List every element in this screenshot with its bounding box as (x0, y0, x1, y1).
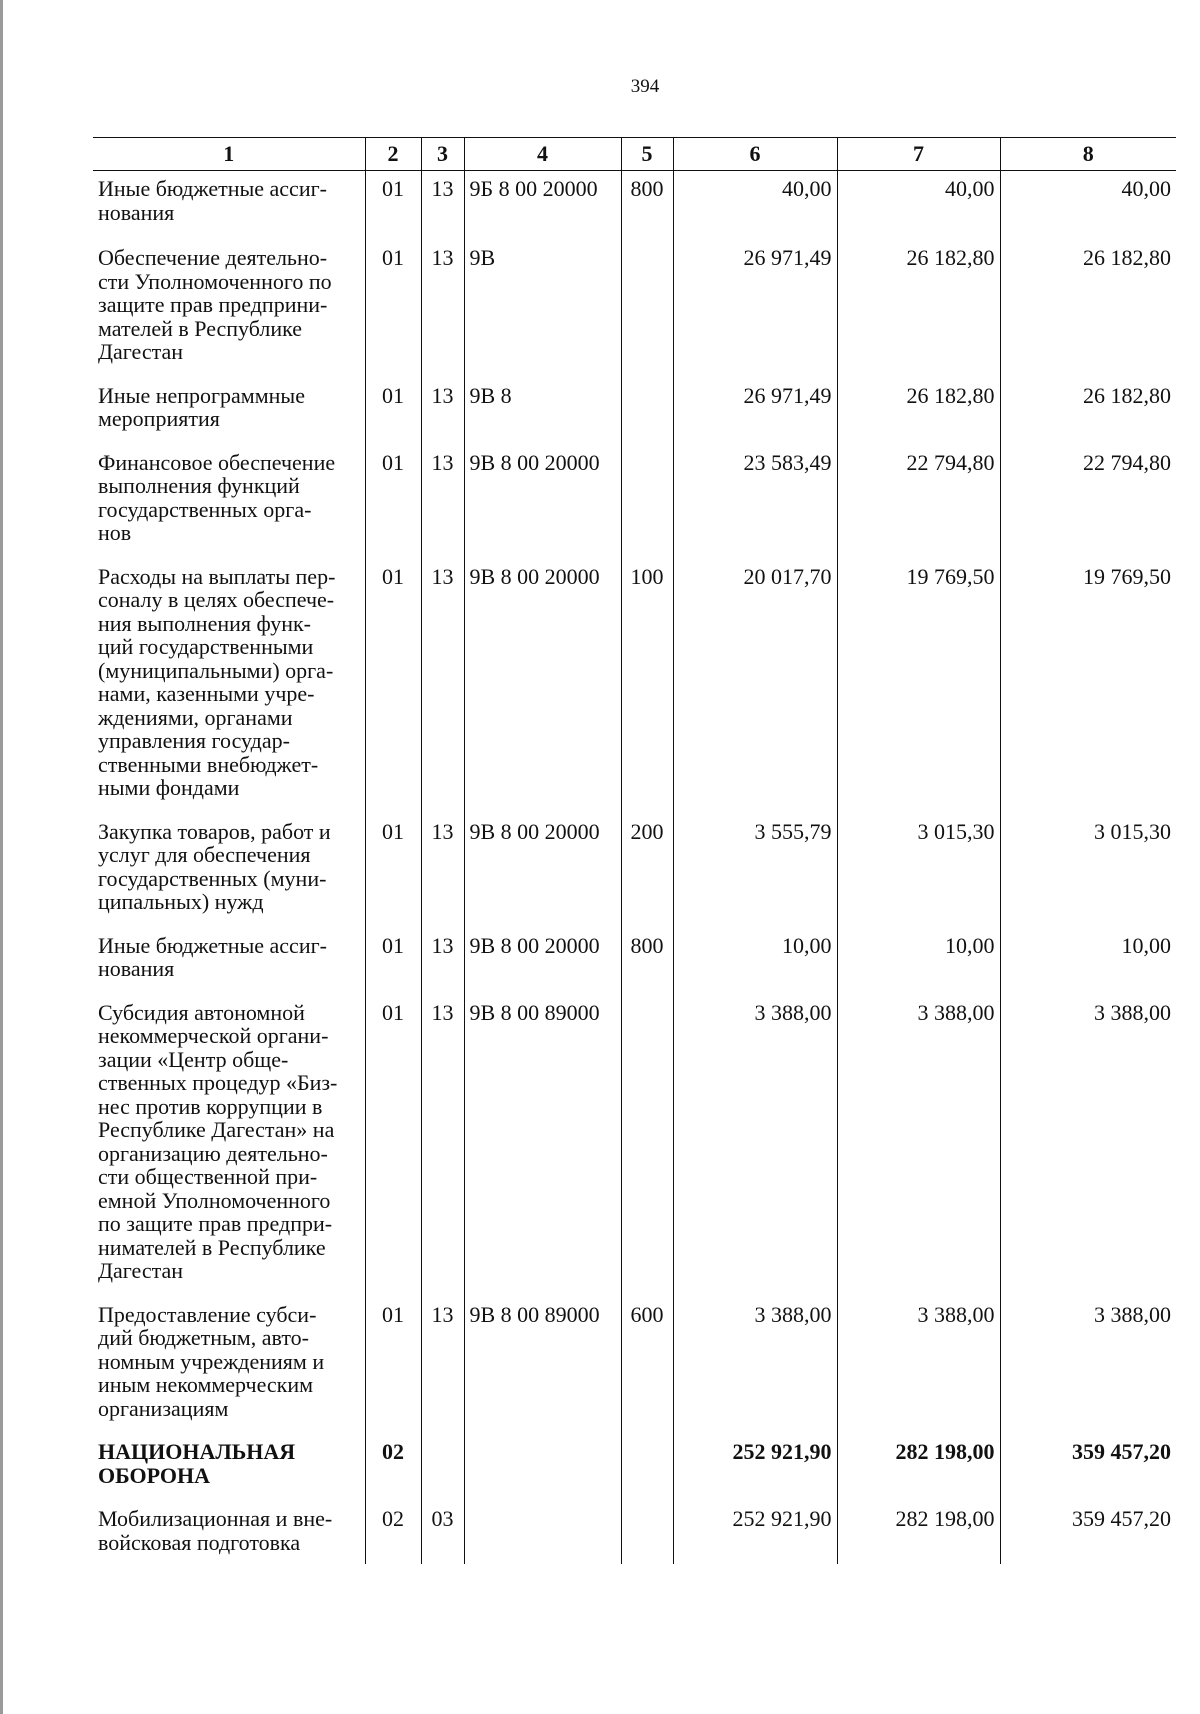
row-expense-type: 100 (621, 559, 673, 814)
row-expense-type: 600 (621, 1297, 673, 1435)
row-name (93, 1297, 365, 1435)
row-name (93, 559, 365, 814)
table-row (93, 171, 1176, 239)
row-name-line: государственных орга- (98, 496, 312, 522)
row-target-article: 9В 8 00 20000 (464, 445, 621, 559)
table-header-row (93, 138, 1176, 171)
row-name-line: (муниципальными) орга- (98, 657, 334, 683)
row-name-line: нования (98, 199, 175, 225)
row-name-line: иным некоммерческим (98, 1372, 314, 1397)
row-amount-col8: 359 457,20 (1000, 1501, 1176, 1564)
row-target-article (464, 1501, 621, 1564)
row-subsection-code: 13 (421, 995, 464, 1297)
budget-table (93, 137, 1176, 1564)
row-target-article: 9В 8 00 20000 (464, 928, 621, 995)
table-row (93, 378, 1176, 445)
row-subsection-code: 13 (421, 171, 464, 239)
table-row (93, 1434, 1176, 1501)
row-amount-col8: 40,00 (1000, 171, 1176, 239)
row-amount-col7: 282 198,00 (837, 1434, 1000, 1501)
row-amount-col6: 252 921,90 (673, 1501, 837, 1564)
row-name-line: ственными внебюджет- (98, 751, 319, 777)
row-subsection-code: 13 (421, 445, 464, 559)
row-name-line: Иные непрограммные (98, 382, 305, 408)
row-section-code: 01 (365, 445, 421, 559)
row-amount-col6: 10,00 (673, 928, 837, 995)
row-name-line: нов (98, 520, 132, 545)
header-col-2: 2 (365, 138, 421, 171)
row-name (93, 995, 365, 1297)
row-name-line: дий бюджетным, авто- (98, 1325, 309, 1350)
row-amount-col7: 3 015,30 (837, 814, 1000, 928)
row-amount-col6: 40,00 (673, 171, 837, 239)
row-name-line: зации «Центр обще- (98, 1046, 289, 1072)
row-name (93, 1501, 365, 1564)
row-subsection-code: 13 (421, 814, 464, 928)
row-amount-col6: 3 555,79 (673, 814, 837, 928)
header-col-6: 6 (673, 138, 837, 171)
header-col-1: 1 (93, 138, 365, 171)
header-col-3: 3 (421, 138, 464, 171)
row-amount-col8: 26 182,80 (1000, 378, 1176, 445)
page-number: 394 (630, 76, 660, 97)
row-section-code: 01 (365, 814, 421, 928)
table-body (93, 171, 1176, 1565)
row-amount-col7: 40,00 (837, 171, 1000, 239)
row-name-line: ципальных) нужд (98, 889, 264, 914)
row-amount-col6: 20 017,70 (673, 559, 837, 814)
row-name-line: Иные бюджетные ассиг- (98, 932, 327, 958)
row-expense-type (621, 1434, 673, 1501)
row-target-article: 9В 8 00 89000 (464, 1297, 621, 1435)
row-name-line: некоммерческой органи- (98, 1023, 329, 1048)
row-name (93, 171, 365, 239)
row-amount-col7: 282 198,00 (837, 1501, 1000, 1564)
row-name-line: ния выполнения функ- (98, 610, 311, 636)
row-amount-col6: 26 971,49 (673, 238, 837, 378)
row-section-code: 02 (365, 1501, 421, 1564)
row-name-line: Предоставление субси- (98, 1301, 317, 1327)
row-subsection-code: 13 (421, 559, 464, 814)
table-row (93, 559, 1176, 814)
row-target-article: 9В 8 00 20000 (464, 559, 621, 814)
row-amount-col8: 3 015,30 (1000, 814, 1176, 928)
row-expense-type: 800 (621, 171, 673, 239)
row-amount-col8: 359 457,20 (1000, 1434, 1176, 1501)
row-name-line: нес против коррупции в (98, 1093, 323, 1119)
row-amount-col7: 3 388,00 (837, 1297, 1000, 1435)
row-amount-col7: 26 182,80 (837, 378, 1000, 445)
row-name (93, 378, 365, 445)
row-amount-col7: 3 388,00 (837, 995, 1000, 1297)
row-amount-col7: 10,00 (837, 928, 1000, 995)
row-name-line: нами, казенными учре- (98, 681, 315, 706)
row-expense-type (621, 378, 673, 445)
row-name (93, 1434, 365, 1501)
row-name-line: управления государ- (98, 728, 290, 753)
row-name-line: выполнения функций (98, 473, 300, 498)
row-section-code: 01 (365, 378, 421, 445)
row-name-line: Закупка товаров, работ и (98, 818, 331, 844)
row-name-line: ждениями, органами (98, 704, 293, 730)
row-name-line: номным учреждениям и (98, 1348, 325, 1374)
row-section-code: 01 (365, 995, 421, 1297)
row-expense-type: 800 (621, 928, 673, 995)
row-amount-col8: 3 388,00 (1000, 995, 1176, 1297)
header-col-7: 7 (837, 138, 1000, 171)
row-name-line: организацию деятельно- (98, 1140, 328, 1166)
row-name-line: Дагестан (98, 1258, 184, 1283)
row-name-line: мателей в Республике (98, 315, 303, 341)
header-col-8: 8 (1000, 138, 1176, 171)
row-name-line: нимателей в Республике (98, 1234, 326, 1260)
row-name-line: нования (98, 956, 175, 981)
row-name-line: организациям (98, 1395, 229, 1421)
row-name-line: войсковая подготовка (98, 1529, 301, 1555)
row-expense-type: 200 (621, 814, 673, 928)
row-name-line: Расходы на выплаты пер- (98, 563, 336, 589)
row-section-code: 01 (365, 1297, 421, 1435)
table-row (93, 995, 1176, 1297)
row-name-line: соналу в целях обеспече- (98, 587, 335, 612)
row-subsection-code: 13 (421, 238, 464, 378)
row-expense-type (621, 1501, 673, 1564)
row-target-article (464, 1434, 621, 1501)
table-row (93, 1501, 1176, 1564)
row-name-line: Мобилизационная и вне- (98, 1506, 333, 1531)
row-name-line: сти Уполномоченного по (98, 268, 332, 294)
table-row (93, 238, 1176, 378)
row-section-code: 02 (365, 1434, 421, 1501)
table-row (93, 928, 1176, 995)
row-name-line: государственных (муни- (98, 865, 327, 891)
row-name-line: защите прав предприни- (98, 292, 328, 317)
row-amount-col8: 26 182,80 (1000, 238, 1176, 378)
row-subsection-code: 13 (421, 1297, 464, 1435)
row-name-line: Обеспечение деятельно- (98, 245, 328, 270)
row-expense-type (621, 445, 673, 559)
row-name-line: ными фондами (98, 775, 240, 800)
row-name-line: мероприятия (98, 406, 220, 431)
row-target-article: 9В 8 00 20000 (464, 814, 621, 928)
table-row (93, 1297, 1176, 1435)
row-amount-col6: 3 388,00 (673, 1297, 837, 1435)
row-name-line: Иные бюджетные ассиг- (98, 176, 327, 201)
row-subsection-code: 13 (421, 378, 464, 445)
row-section-code: 01 (365, 559, 421, 814)
header-col-4: 4 (464, 138, 621, 171)
scan-edge-shadow (0, 0, 3, 1714)
row-name (93, 928, 365, 995)
row-section-code: 01 (365, 171, 421, 239)
row-subsection-code: 13 (421, 928, 464, 995)
row-amount-col8: 3 388,00 (1000, 1297, 1176, 1435)
row-expense-type (621, 238, 673, 378)
row-name-line: НАЦИОНАЛЬНАЯ (98, 1439, 296, 1464)
row-name-line: услуг для обеспечения (98, 842, 311, 867)
row-amount-col6: 3 388,00 (673, 995, 837, 1297)
row-target-article: 9В 8 00 89000 (464, 995, 621, 1297)
row-name (93, 814, 365, 928)
table-row (93, 445, 1176, 559)
row-expense-type (621, 995, 673, 1297)
row-target-article: 9В (464, 238, 621, 378)
row-name-line: Субсидия автономной (98, 999, 305, 1025)
row-amount-col6: 23 583,49 (673, 445, 837, 559)
table-row (93, 814, 1176, 928)
row-amount-col8: 19 769,50 (1000, 559, 1176, 814)
row-section-code: 01 (365, 238, 421, 378)
row-name (93, 445, 365, 559)
row-name-line: Финансовое обеспечение (98, 449, 336, 475)
row-name-line: по защите прав предпри- (98, 1211, 333, 1236)
row-target-article: 9В 8 (464, 378, 621, 445)
row-name-line: сти общественной при- (98, 1164, 318, 1189)
row-subsection-code (421, 1434, 464, 1501)
row-amount-col7: 19 769,50 (837, 559, 1000, 814)
row-amount-col8: 22 794,80 (1000, 445, 1176, 559)
row-name-line: ственных процедур «Биз- (98, 1070, 338, 1095)
row-amount-col6: 252 921,90 (673, 1434, 837, 1501)
row-section-code: 01 (365, 928, 421, 995)
row-name-line: емной Уполномоченного (98, 1187, 331, 1213)
row-name-line: ций государственными (98, 634, 314, 659)
row-name (93, 238, 365, 378)
row-name-line: ОБОРОНА (98, 1462, 211, 1488)
row-target-article: 9Б 8 00 20000 (464, 171, 621, 239)
row-subsection-code: 03 (421, 1501, 464, 1564)
header-col-5: 5 (621, 138, 673, 171)
row-amount-col7: 26 182,80 (837, 238, 1000, 378)
row-name-line: Дагестан (98, 339, 184, 364)
row-name-line: Республике Дагестан» на (98, 1117, 335, 1142)
row-amount-col6: 26 971,49 (673, 378, 837, 445)
row-amount-col7: 22 794,80 (837, 445, 1000, 559)
row-amount-col8: 10,00 (1000, 928, 1176, 995)
